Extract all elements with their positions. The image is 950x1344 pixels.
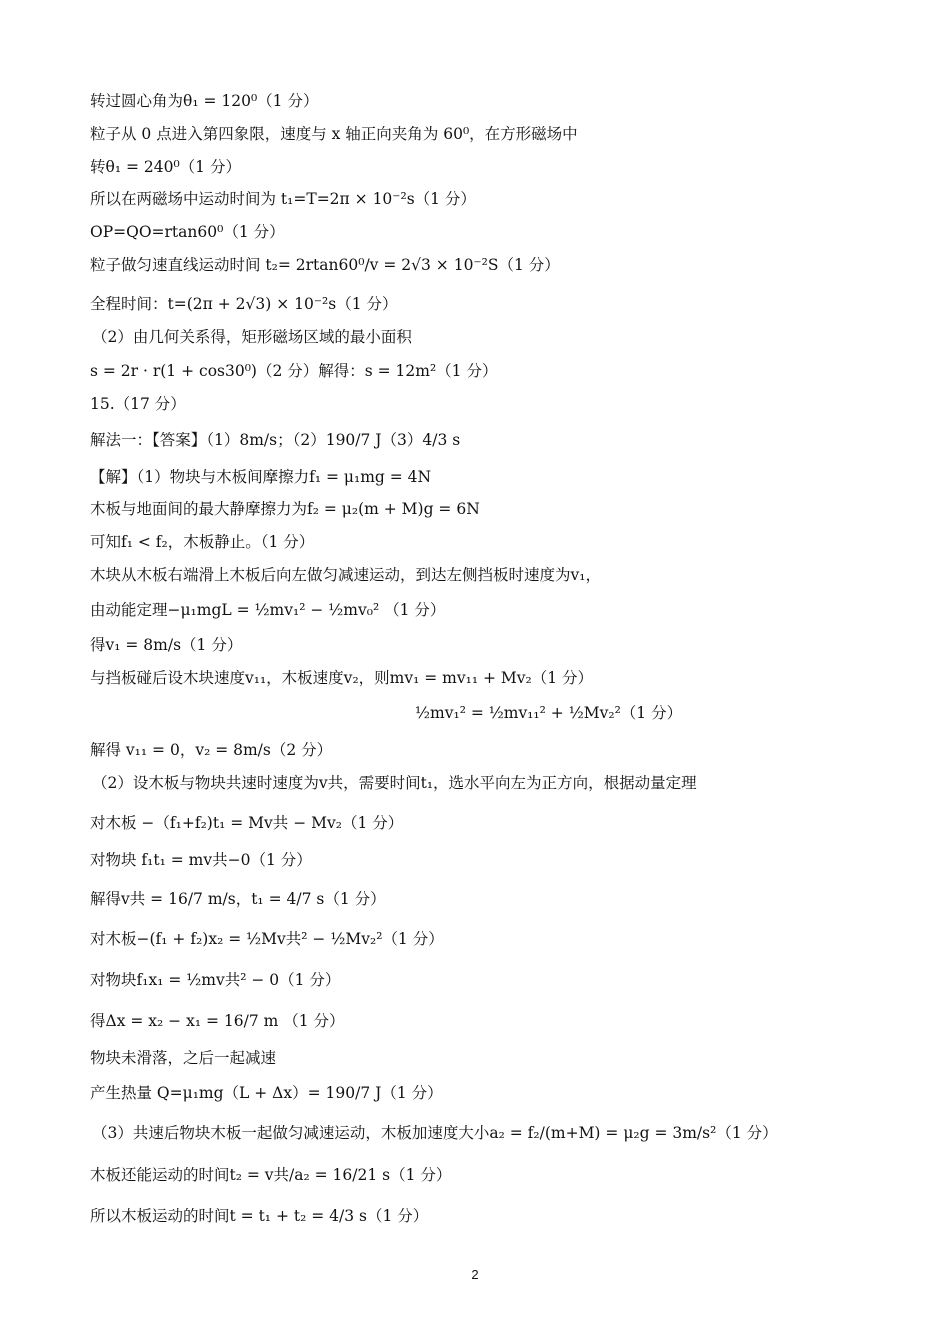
text-line-17: 得v₁ = 8m/s（1 分） [90,636,243,654]
text-line-5: OP=QO=rtan60⁰（1 分） [90,223,285,241]
page-number: 2 [471,1267,479,1282]
question-heading: 15.（17 分） [90,395,186,413]
text-line-25: 对木板−(f₁ + f₂)x₂ = ½Mv共² − ½Mv₂²（1 分） [90,930,444,948]
text-line-1: 转过圆心角为θ₁ = 120⁰（1 分） [90,92,319,110]
text-line-2: 粒子从 0 点进入第四象限，速度与 x 轴正向夹角为 60⁰，在方形磁场中 [90,125,578,143]
text-line-26: 对物块f₁x₁ = ½mv共² − 0（1 分） [90,971,341,989]
text-line-6: 粒子做匀速直线运动时间 t₂= 2rtan60⁰/v = 2√3 × 10⁻²S（1 分） [90,256,560,274]
text-line-7: 全程时间：t=(2π + 2√3) × 10⁻²s（1 分） [90,295,398,313]
text-line-13: 木板与地面间的最大静摩擦力为f₂ = μ₂(m + M)g = 6N [90,500,480,518]
text-line-29: 产生热量 Q=μ₁mg（L + Δx）= 190/7 J（1 分） [90,1084,443,1102]
text-line-3: 转θ₁ = 240⁰（1 分） [90,158,241,176]
text-line-21: （2）设木板与物块共速时速度为v共，需要时间t₁，选水平向左为正方向，根据动量定理 [92,774,697,792]
text-line-19: ½mv₁² = ½mv₁₁² + ½Mv₂²（1 分） [415,704,683,722]
text-line-22: 对木板 −（f₁+f₂)t₁ = Mv共 − Mv₂（1 分） [90,814,404,832]
text-line-16: 由动能定理−μ₁mgL = ½mv₁² − ½mv₀² （1 分） [90,601,446,619]
text-line-4: 所以在两磁场中运动时间为 t₁=T=2π × 10⁻²s（1 分） [90,190,476,208]
text-line-12: 【解】（1）物块与木板间摩擦力f₁ = μ₁mg = 4N [90,468,432,486]
text-line-9: s = 2r · r(1 + cos30⁰)（2 分）解得：s = 12m²（1 分） [90,362,498,380]
text-line-31: 木板还能运动的时间t₂ = v共/a₂ = 16/21 s（1 分） [90,1166,452,1184]
answer-summary: 解法一：【答案】（1）8m/s；（2）190/7 J（3）4/3 s [90,431,461,449]
text-line-20: 解得 v₁₁ = 0，v₂ = 8m/s（2 分） [90,741,333,759]
text-line-8: （2）由几何关系得，矩形磁场区域的最小面积 [92,328,412,346]
text-line-32: 所以木板运动的时间t = t₁ + t₂ = 4/3 s（1 分） [90,1207,429,1225]
text-line-23: 对物块 f₁t₁ = mv共−0（1 分） [90,851,312,869]
text-line-15: 木块从木板右端滑上木板后向左做匀减速运动，到达左侧挡板时速度为v₁， [90,566,601,584]
text-line-28: 物块未滑落，之后一起减速 [90,1049,277,1067]
text-line-30: （3）共速后物块木板一起做匀减速运动，木板加速度大小a₂ = f₂/(m+M) = μ₂g = 3m/s²（1 分） [92,1124,778,1142]
text-line-24: 解得v共 = 16/7 m/s，t₁ = 4/7 s（1 分） [90,890,386,908]
text-line-27: 得Δx = x₂ − x₁ = 16/7 m （1 分） [90,1012,345,1030]
text-line-14: 可知f₁ < f₂，木板静止。（1 分） [90,533,315,551]
text-line-18: 与挡板碰后设木块速度v₁₁，木板速度v₂，则mv₁ = mv₁₁ + Mv₂（1 分） [90,669,594,687]
